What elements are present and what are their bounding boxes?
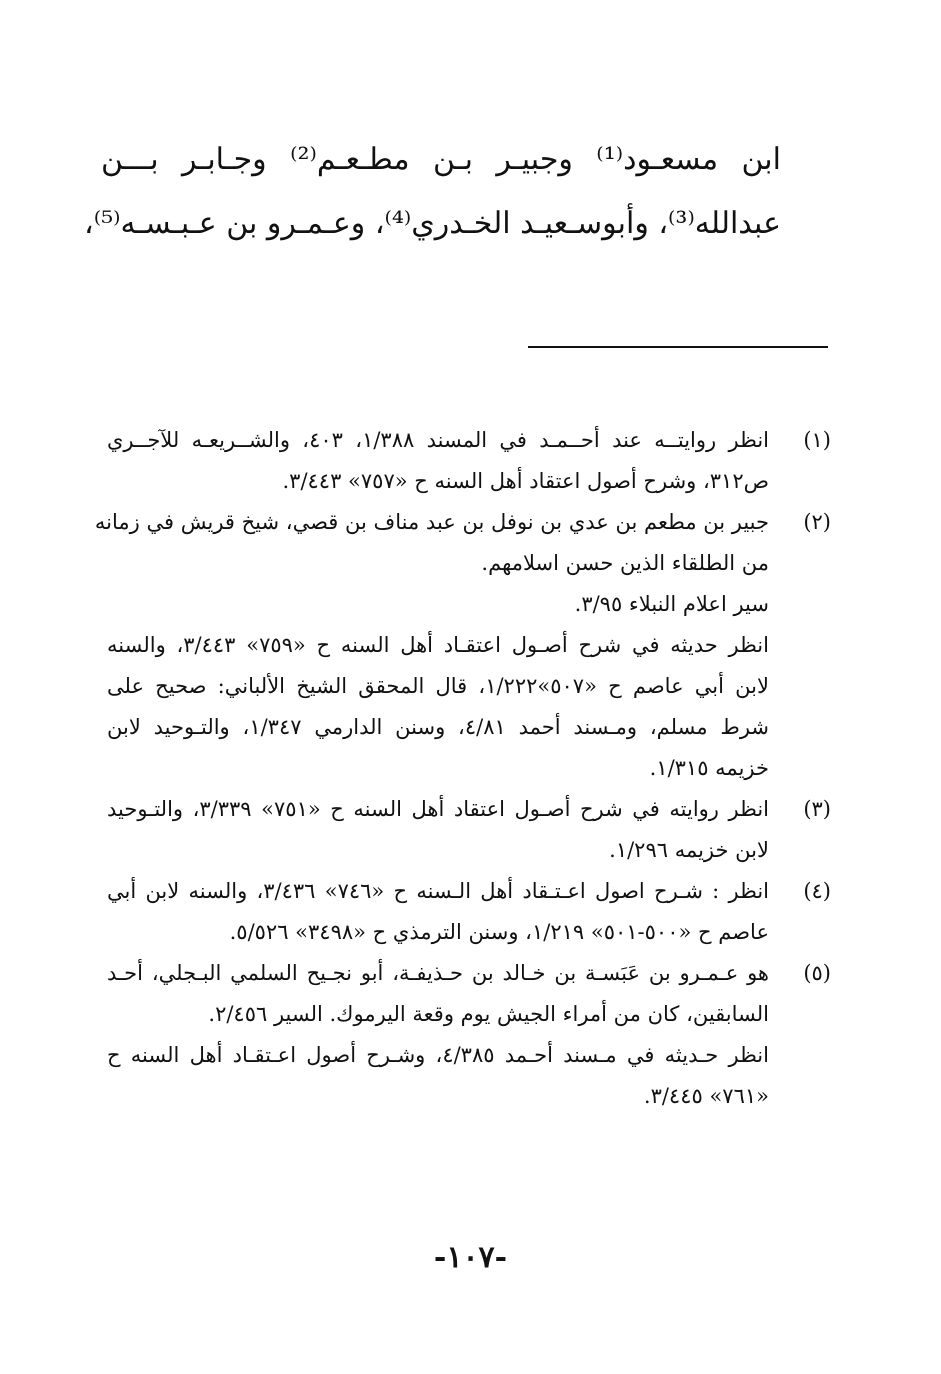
main-text-line: ابن مسعـود⁽¹⁾ وجبيـر بـن مطـعـم⁽²⁾ وجـابـر بـــن — [101, 142, 781, 177]
footnote-2 — [94, 502, 831, 789]
footnote-line: عاصم ح «٥٠٠-٥٠١» ١/٢١٩، وسنن الترمذي ح «٣٤٩٨» ٥/٥٢٦. — [229, 920, 769, 944]
footnote-line: انظر حـديثه في مـسند أحـمد ٤/٣٨٥، وشـرح أصول اعـتقـاد أهل السنه ح — [107, 1043, 769, 1067]
footnote-line: انظر روايتــه عند أحــمـد في المسند ١/٣٨٨، ٤٠٣، والشــريعـه للآجــري — [107, 428, 769, 452]
main-text-line: عبدالله⁽³⁾، وأبوسـعيـد الخـدري⁽⁴⁾، وعـمـرو بن عـبـسـه⁽⁵⁾، — [84, 206, 781, 241]
footnote-line: هو عـمـرو بن عَبَسـة بن خـالد بن حـذيفـة، أبو نجـيح السلمي البـجلي، أحـد — [107, 961, 769, 985]
footnote-1 — [107, 420, 831, 502]
footnote-number: (٢) — [803, 510, 831, 534]
footnote-line: انظر روايته في شرح أصـول اعتقاد أهل السنه ح «٧٥١» ٣/٣٣٩، والتـوحيد — [107, 797, 769, 821]
page-number: -١٠٧- — [433, 1240, 508, 1275]
footnote-number: (١) — [803, 428, 831, 452]
footnote-line: «٧٦١» ٣/٤٤٥. — [643, 1084, 769, 1108]
footnote-line: شرط مسلم، ومـسند أحمد ٤/٨١، وسنن الدارمي ١/٣٤٧، والتـوحيد لابن — [107, 715, 769, 739]
footnote-divider — [528, 346, 828, 348]
footnote-4 — [107, 871, 831, 953]
footnote-line: السابقين، كان من أمراء الجيش يوم وقعة اليرموك. السير ٢/٤٥٦. — [208, 1002, 769, 1026]
footnote-line: جبير بن مطعم بن عدي بن نوفل بن عبد مناف بن قصي، شيخ قريش في زمانه — [94, 510, 769, 534]
footnote-line: ص٣١٢، وشرح أصول اعتقاد أهل السنه ح «٧٥٧» ٣/٤٤٣. — [282, 469, 769, 493]
footnote-number: (٤) — [803, 879, 831, 903]
footnote-line: سير اعلام النبلاء ٣/٩٥. — [574, 592, 769, 616]
footnote-3 — [107, 789, 831, 871]
footnote-number: (٥) — [803, 961, 831, 985]
footnote-line: لابن أبي عاصم ح «٥٠٧»١/٢٢٢، قال المحقق الشيخ الألباني: صحيح على — [107, 674, 769, 698]
footnote-line: لابن خزيمه ١/٢٩٦. — [609, 838, 769, 862]
footnote-line: انظر : شـرح اصول اعـتـقاد أهل الـسنه ح «٧٤٦» ٣/٤٣٦، والسنه لابن أبي — [107, 879, 769, 903]
footnote-line: انظر حديثه في شرح أصـول اعتقـاد أهل السنه ح «٧٥٩» ٣/٤٤٣، والسنه — [107, 633, 769, 657]
footnotes-section — [94, 420, 831, 1117]
footnote-number: (٣) — [803, 797, 831, 821]
footnote-line: من الطلقاء الذين حسن اسلامهم. — [481, 551, 769, 575]
main-paragraph — [84, 128, 781, 256]
footnote-line: خزيمه ١/٣١٥. — [649, 756, 769, 780]
footnote-5 — [107, 953, 831, 1117]
